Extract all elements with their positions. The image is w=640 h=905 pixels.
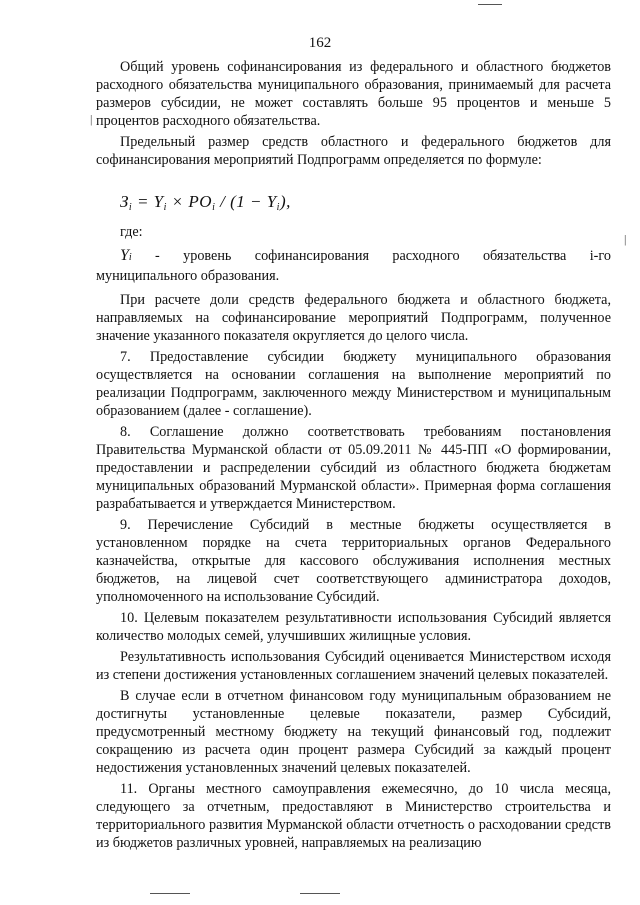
formula-sub: i — [212, 202, 216, 213]
definition-symbol-group — [120, 247, 132, 267]
definition-word: расходного — [392, 248, 460, 264]
formula-sub: i — [163, 202, 167, 213]
definition-word: обязательства — [482, 248, 567, 264]
definition-line — [96, 247, 611, 267]
paragraph-item-10: 10. Целевым показателем результативности использования Субсидий является количество молодых семей, улучшивших жилищные условия. — [96, 610, 611, 644]
margin-scan-mark: | — [90, 112, 93, 126]
paragraph-reduction: В случае если в отчетном финансовом году муниципальным образованием не достигнуты установленные целевые показатели, размер Субсидий, предусмотренный местному бюджету на текущий финансовый год, подлежит сокращению из расчета один процент размера Субсидий за каждый процент недостижения установленных значений целевых показателей. — [96, 688, 611, 776]
where-label: где: — [120, 224, 143, 240]
paragraph-item-11: 11. Органы местного самоуправления ежемесячно, до 10 числа месяца, следующего за отчетным, предоставляют в Министерство строительства и территориального развития Мурманской области отчетность о расходовании средств из бюджетов различных уровней, направляемых на реализацию — [96, 781, 611, 851]
margin-scan-mark: | — [624, 232, 627, 246]
formula-sub: i — [128, 202, 133, 213]
formula — [120, 193, 611, 217]
formula-eq: = Y — [132, 192, 164, 211]
paragraph-item-7: 7. Предоставление субсидии бюджету муниципального образования осуществляется на основании соглашения на выполнение мероприятий по реализации Подпрограмм, заключенного между Министерством и муниципальным образованием (далее - соглашение). — [96, 349, 611, 419]
formula-tail: / (1 − Y — [215, 192, 277, 211]
paragraph-effectiveness: Результативность использования Субсидий оценивается Министерством исходя из степени достижения установленных соглашением значений целевых показателей. — [96, 649, 611, 683]
definition-symbol-sub: i — [128, 252, 132, 263]
paragraph-item-9: 9. Перечисление Субсидий в местные бюджеты осуществляется в установленном порядке на счета территориальных органов Федерального казначейства, открытые для кассового обслуживания исполнения местных бюджетов, на лицевой счет соответствующего администратора доходов, уполномоченного на использование Субсидий. — [96, 517, 611, 605]
paragraph-max-amount: Предельный размер средств областного и федерального бюджетов для софинансирования мероприятий Подпрограмм определяется по формуле: — [96, 134, 611, 168]
page-number: 162 — [308, 35, 332, 51]
paragraph-rounding: При расчете доли средств федерального бюджета и областного бюджета, направляемых на софинансирование мероприятий Подпрограмм, полученное значение указанного показателя округляется до целого числа. — [96, 292, 611, 344]
definition-symbol: Y — [120, 247, 129, 264]
document-body — [96, 58, 611, 855]
paragraph-item-8: 8. Соглашение должно соответствовать требованиям постановления Правительства Мурманской области от 05.09.2011 № 445-ПП «О формировании, предоставлении и распределении субсидий из областного бюджета бюджетам муниципальных образований Мурманской области». Примерная форма соглашения разрабатывается и утверждается Министерством. — [96, 424, 611, 512]
formula-close: ), — [279, 192, 291, 211]
bottom-scan-mark — [300, 893, 340, 894]
formula-lhs: З — [120, 192, 129, 211]
definition-word: уровень — [183, 248, 232, 264]
definition-word: - — [155, 248, 160, 264]
bottom-scan-mark — [150, 893, 190, 894]
paragraph-cofinancing-level: Общий уровень софинансирования из федерального и областного бюджетов расходного обязательства муниципального образования, принимаемый для расчета размеров субсидии, не может составлять больше 95 процентов и меньше 5 процентов расходного обязательства. — [96, 59, 611, 129]
definition-word: софинансирования — [254, 248, 370, 264]
formula-times: × PO — [166, 192, 213, 211]
formula-sub: i — [276, 202, 280, 213]
definition-continuation: муниципального образования. — [96, 268, 280, 284]
definition-word: i-го — [589, 248, 611, 264]
top-scan-mark — [478, 4, 502, 5]
